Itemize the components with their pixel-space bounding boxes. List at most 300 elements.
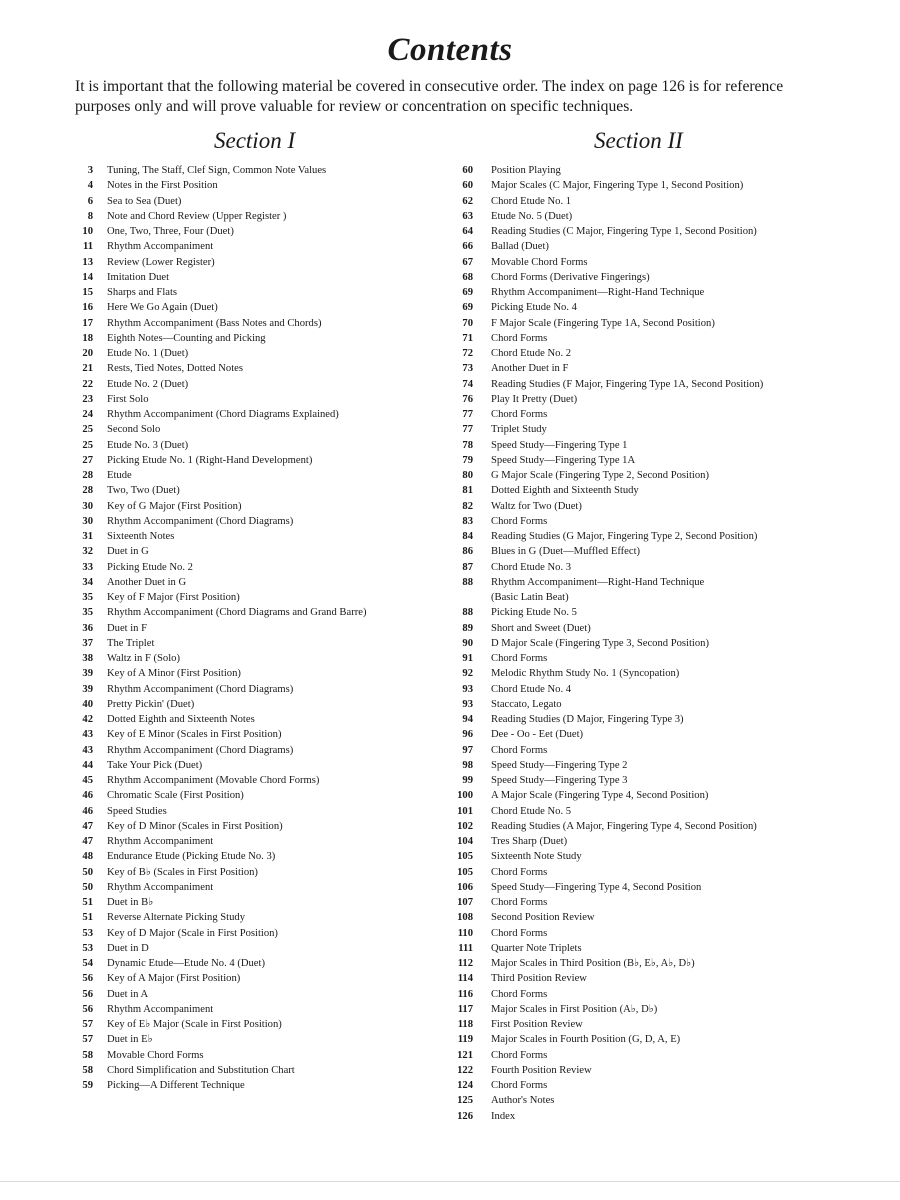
toc-entry — [448, 377, 848, 392]
toc-entry — [75, 316, 445, 331]
toc-entry-title: Blues in G (Duet—Muffled Effect) — [491, 546, 641, 558]
toc-entry-title: Chord Etude No. 4 — [491, 683, 572, 695]
toc-page-number: 94 — [462, 714, 473, 725]
toc-entry — [75, 1048, 445, 1063]
toc-entry-title: Duet in B♭ — [107, 897, 154, 908]
toc-entry-title: F Major Scale (Fingering Type 1A, Second Position) — [491, 317, 715, 329]
toc-entry — [448, 209, 848, 224]
toc-page-number: 25 — [82, 439, 93, 451]
toc-page-number: 105 — [457, 866, 473, 878]
toc-page-number: 114 — [457, 973, 473, 985]
toc-page-number: 40 — [82, 698, 93, 710]
toc-entry-title: Another Duet in G — [107, 576, 187, 588]
toc-page-number — [448, 590, 473, 605]
toc-entry-title: Etude No. 2 (Duet) — [107, 378, 189, 390]
toc-entry-title: Chord Etude No. 5 — [491, 805, 572, 817]
toc-entry — [75, 727, 445, 742]
toc-page-number: 44 — [82, 759, 93, 771]
toc-entry-title: Etude No. 3 (Duet) — [107, 439, 189, 451]
toc-entry — [448, 605, 848, 620]
toc-entry-title: Second Position Review — [491, 912, 595, 924]
toc-entry — [448, 865, 848, 880]
toc-page-number: 45 — [82, 775, 93, 786]
toc-page-number: 84 — [462, 531, 473, 542]
toc-entry-title: Rhythm Accompaniment (Chord Diagrams) — [107, 683, 294, 695]
toc-entry-title: Reverse Alternate Picking Study — [107, 912, 245, 924]
toc-entry — [75, 849, 445, 864]
toc-entry — [75, 1063, 445, 1078]
toc-entry — [75, 377, 445, 392]
toc-page-number: 101 — [457, 805, 473, 817]
toc-entry-title: Two, Two (Duet) — [107, 485, 180, 497]
toc-entry — [448, 910, 848, 925]
toc-page-number: 6 — [87, 195, 93, 207]
toc-entry-title: Key of D Minor (Scales in First Position) — [107, 820, 283, 832]
toc-entry — [448, 438, 848, 453]
toc-entry-title: Note and Chord Review (Upper Register ) — [107, 210, 287, 222]
toc-page-number: 56 — [82, 1003, 93, 1015]
toc-page-number: 63 — [462, 210, 473, 222]
toc-entry — [75, 239, 445, 254]
toc-entry-title: Key of A Minor (First Position) — [107, 668, 241, 680]
toc-entry-title: Movable Chord Forms — [491, 256, 588, 268]
toc-entry — [75, 422, 445, 437]
toc-entry-title: Sixteenth Notes — [107, 531, 175, 542]
toc-entry-title: Picking Etude No. 5 — [491, 607, 577, 619]
toc-page-number: 48 — [82, 851, 93, 863]
toc-entry-title: Sharps and Flats — [107, 287, 178, 298]
toc-page-number: 30 — [82, 515, 93, 527]
toc-page-number: 39 — [82, 683, 93, 695]
toc-entry-title: Play It Pretty (Duet) — [491, 393, 578, 405]
toc-entry — [75, 971, 445, 986]
toc-entry — [448, 1109, 848, 1124]
toc-page-number: 105 — [457, 851, 473, 863]
toc-entry-title: Second Solo — [107, 424, 161, 436]
toc-entry — [75, 621, 445, 636]
toc-page-number: 100 — [457, 790, 473, 802]
toc-entry — [448, 392, 848, 407]
toc-page-number: 69 — [462, 287, 473, 298]
toc-entry-title: Chord Forms — [491, 653, 548, 664]
toc-entry — [75, 880, 445, 895]
toc-entry-title: Melodic Rhythm Study No. 1 (Syncopation) — [491, 668, 680, 680]
toc-entry-title: Key of E Minor (Scales in First Position) — [107, 729, 282, 741]
toc-page-number: 33 — [82, 561, 93, 573]
toc-entry — [75, 300, 445, 315]
toc-page-number: 59 — [82, 1080, 93, 1091]
toc-entry-title: Rhythm Accompaniment (Chord Diagrams and Grand Barre) — [107, 607, 367, 619]
toc-page-number: 86 — [462, 546, 473, 558]
toc-page-number: 89 — [462, 622, 473, 634]
toc-entry — [75, 743, 445, 758]
toc-page-number: 64 — [462, 226, 473, 237]
toc-entry — [75, 651, 445, 666]
toc-entry-title: Staccato, Legato — [491, 698, 562, 710]
toc-entry-title: Rhythm Accompaniment (Bass Notes and Chords) — [107, 317, 322, 329]
toc-entry — [75, 1078, 445, 1093]
toc-entry-title: Rhythm Accompaniment — [107, 1003, 214, 1015]
toc-entry-title: First Position Review — [491, 1019, 583, 1030]
toc-entry — [448, 422, 848, 437]
toc-entry-title: Rhythm Accompaniment — [107, 881, 214, 893]
toc-page-number: 68 — [462, 271, 473, 283]
toc-page-number: 111 — [458, 942, 473, 954]
toc-page-number: 39 — [82, 668, 93, 680]
toc-entry — [75, 926, 445, 941]
toc-entry — [75, 224, 445, 239]
toc-page-number: 28 — [82, 470, 93, 481]
section-1-list — [75, 163, 445, 1093]
toc-entry-title: Speed Study—Fingering Type 2 — [491, 759, 628, 771]
toc-page-number: 10 — [82, 226, 93, 237]
toc-page-number: 93 — [462, 683, 473, 695]
toc-page-number: 93 — [462, 698, 473, 710]
toc-page-number: 74 — [462, 378, 473, 390]
toc-page-number: 46 — [82, 790, 93, 802]
toc-entry — [75, 834, 445, 849]
toc-page-number: 57 — [82, 1034, 93, 1046]
toc-entry — [448, 743, 848, 758]
toc-entry-title: Chord Forms — [491, 897, 548, 908]
toc-entry — [448, 560, 848, 575]
toc-page-number: 24 — [82, 409, 93, 420]
toc-entry-title: Chord Forms — [491, 988, 548, 1000]
toc-entry-title: Tres Sharp (Duet) — [491, 836, 568, 847]
toc-page-number: 50 — [82, 881, 93, 893]
toc-entry — [448, 1093, 848, 1108]
toc-entry — [448, 956, 848, 971]
toc-entry — [75, 697, 445, 712]
toc-page-number: 60 — [462, 165, 473, 176]
toc-entry-title: Key of G Major (First Position) — [107, 500, 242, 512]
toc-entry-title: Chord Forms — [491, 927, 548, 939]
toc-entry — [75, 194, 445, 209]
toc-page-number: 58 — [82, 1049, 93, 1061]
toc-entry-title: Key of E♭ Major (Scale in First Position) — [107, 1019, 282, 1030]
toc-entry — [75, 178, 445, 193]
toc-entry-title: Eighth Notes—Counting and Picking — [107, 332, 266, 344]
toc-page-number: 37 — [82, 637, 93, 649]
toc-entry-title: Chord Forms — [491, 332, 548, 344]
toc-page-number: 90 — [462, 637, 473, 649]
toc-entry-title: Chord Forms — [491, 866, 548, 878]
toc-entry — [448, 621, 848, 636]
toc-entry-title: Chord Etude No. 3 — [491, 561, 572, 573]
toc-page-number: 119 — [457, 1034, 473, 1046]
toc-page-number: 110 — [457, 927, 473, 939]
toc-page-number: 14 — [82, 271, 93, 283]
toc-entry — [448, 514, 848, 529]
toc-page-number: 60 — [462, 180, 473, 192]
toc-entry — [75, 468, 445, 483]
toc-entry — [75, 666, 445, 681]
toc-page-number: 47 — [82, 836, 93, 847]
toc-page-number: 11 — [82, 241, 93, 253]
toc-entry-title: First Solo — [107, 393, 149, 405]
toc-entry-title: Dotted Eighth and Sixteenth Notes — [107, 714, 255, 725]
toc-page-number: 99 — [462, 775, 473, 786]
toc-entry-title: One, Two, Three, Four (Duet) — [107, 226, 234, 237]
toc-entry-title: Endurance Etude (Picking Etude No. 3) — [107, 851, 276, 863]
toc-entry-title: Quarter Note Triplets — [491, 942, 582, 954]
toc-entry — [448, 239, 848, 254]
toc-entry-title: Rhythm Accompaniment (Chord Diagrams Explained) — [107, 409, 339, 420]
section-2-heading: Section II — [594, 128, 683, 153]
toc-entry-title: Duet in A — [107, 988, 149, 1000]
toc-entry — [75, 773, 445, 788]
toc-entry — [448, 1002, 848, 1017]
toc-entry-title: Chromatic Scale (First Position) — [107, 790, 244, 802]
toc-entry — [448, 1017, 848, 1032]
toc-page-number: 77 — [462, 424, 473, 436]
toc-page-number: 121 — [457, 1049, 473, 1061]
toc-page-number: 25 — [82, 424, 93, 436]
toc-entry-title: Reading Studies (G Major, Fingering Type 2, Second Position) — [491, 531, 758, 542]
toc-page-number: 92 — [462, 668, 473, 680]
toc-page-number: 43 — [82, 744, 93, 756]
toc-page-number: 32 — [82, 546, 93, 558]
toc-page-number: 56 — [82, 988, 93, 1000]
toc-entry — [75, 575, 445, 590]
toc-entry — [75, 209, 445, 224]
toc-page-number: 87 — [462, 561, 473, 573]
toc-page-number: 18 — [82, 332, 93, 344]
toc-entry — [448, 575, 848, 590]
toc-entry-title: Movable Chord Forms — [107, 1049, 204, 1061]
toc-page-number: 50 — [82, 866, 93, 878]
toc-page-number: 72 — [462, 348, 473, 359]
toc-entry — [448, 468, 848, 483]
toc-entry — [448, 895, 848, 910]
toc-entry-title: Waltz for Two (Duet) — [491, 500, 582, 512]
toc-entry — [448, 1063, 848, 1078]
toc-entry — [75, 1002, 445, 1017]
toc-entry-title: Ballad (Duet) — [491, 241, 549, 253]
toc-page-number: 73 — [462, 363, 473, 375]
toc-entry — [448, 636, 848, 651]
toc-entry — [75, 499, 445, 514]
toc-entry — [448, 163, 848, 178]
toc-entry-title: Picking Etude No. 4 — [491, 302, 577, 314]
toc-entry — [75, 865, 445, 880]
toc-entry-title: A Major Scale (Fingering Type 4, Second Position) — [491, 790, 709, 802]
toc-entry — [75, 636, 445, 651]
toc-entry-title: Reading Studies (F Major, Fingering Type 1A, Second Position) — [491, 378, 764, 390]
toc-page-number: 124 — [457, 1080, 473, 1091]
toc-entry-title: (Basic Latin Beat) — [491, 592, 569, 603]
toc-entry — [75, 514, 445, 529]
toc-entry — [75, 712, 445, 727]
toc-entry — [75, 453, 445, 468]
toc-page-number: 107 — [457, 897, 473, 908]
toc-page-number: 42 — [82, 714, 93, 725]
toc-page-number: 106 — [457, 881, 473, 893]
toc-entry — [448, 712, 848, 727]
toc-page-number: 78 — [462, 439, 473, 451]
toc-entry-title: Speed Study—Fingering Type 1 — [491, 439, 628, 451]
toc-entry — [448, 1078, 848, 1093]
section-1-heading: Section I — [214, 128, 296, 153]
toc-page-number: 15 — [82, 287, 93, 298]
toc-entry-title: Etude — [107, 470, 132, 481]
toc-page-number: 112 — [457, 958, 473, 969]
toc-page-number: 35 — [82, 592, 93, 603]
toc-entry-title: Third Position Review — [491, 973, 587, 985]
toc-entry-title: G Major Scale (Fingering Type 2, Second Position) — [491, 470, 709, 481]
toc-entry-title: Rhythm Accompaniment (Movable Chord Forms) — [107, 775, 320, 786]
toc-page-number: 51 — [82, 912, 93, 924]
toc-page-number: 66 — [462, 241, 473, 253]
toc-page-number: 82 — [462, 500, 473, 512]
toc-entry-title: Imitation Duet — [107, 271, 170, 283]
toc-page-number: 47 — [82, 820, 93, 832]
toc-page-number: 83 — [462, 515, 473, 527]
toc-page-number: 116 — [457, 988, 473, 1000]
toc-page-number: 56 — [82, 973, 93, 985]
toc-page-number: 23 — [82, 393, 93, 405]
toc-entry — [448, 926, 848, 941]
toc-entry — [448, 987, 848, 1002]
toc-entry-title: Index — [491, 1110, 516, 1122]
toc-page-number: 97 — [462, 744, 473, 756]
toc-entry-title: Duet in E♭ — [107, 1034, 153, 1046]
toc-page-number: 126 — [457, 1110, 473, 1122]
toc-page-number: 54 — [82, 958, 93, 969]
toc-entry-title: Here We Go Again (Duet) — [107, 302, 218, 314]
toc-entry — [448, 773, 848, 788]
toc-page-number: 71 — [462, 332, 473, 344]
toc-entry-title: Key of D Major (Scale in First Position) — [107, 927, 278, 939]
toc-entry-title: Triplet Study — [491, 424, 547, 436]
toc-page-number: 79 — [462, 454, 473, 466]
toc-entry — [75, 255, 445, 270]
toc-entry — [448, 1032, 848, 1047]
toc-entry-title: The Triplet — [107, 637, 155, 649]
toc-entry — [75, 529, 445, 544]
toc-page-number: 125 — [457, 1095, 473, 1107]
toc-entry-title: Author's Notes — [491, 1095, 555, 1107]
toc-entry — [448, 788, 848, 803]
toc-entry — [448, 224, 848, 239]
toc-entry-title: Duet in G — [107, 546, 149, 558]
toc-entry — [75, 361, 445, 376]
toc-page-number: 30 — [82, 500, 93, 512]
toc-entry — [75, 682, 445, 697]
toc-entry — [448, 529, 848, 544]
toc-page-number: 20 — [82, 348, 93, 359]
toc-entry-title: Dotted Eighth and Sixteenth Study — [491, 485, 639, 497]
toc-entry-title: Chord Etude No. 2 — [491, 348, 572, 359]
toc-page-number: 51 — [82, 897, 93, 908]
toc-entry-title: Review (Lower Register) — [107, 256, 215, 268]
page-title: Contents — [387, 32, 513, 68]
toc-entry — [75, 590, 445, 605]
toc-entry-title: Notes in the First Position — [107, 180, 218, 192]
toc-entry-title: Speed Study—Fingering Type 1A — [491, 454, 636, 466]
toc-entry — [448, 178, 848, 193]
toc-entry — [75, 788, 445, 803]
toc-entry — [448, 331, 848, 346]
toc-entry — [75, 331, 445, 346]
toc-entry-title: Picking Etude No. 2 — [107, 561, 193, 573]
toc-page-number: 80 — [462, 470, 473, 481]
toc-page-number: 53 — [82, 927, 93, 939]
toc-entry-title: Chord Forms — [491, 515, 548, 527]
toc-entry-title: Speed Studies — [107, 805, 167, 817]
toc-entry — [75, 1032, 445, 1047]
toc-entry — [75, 758, 445, 773]
toc-page-number: 98 — [462, 759, 473, 771]
toc-entry-title: Rhythm Accompaniment — [107, 241, 214, 253]
toc-page-number: 108 — [457, 912, 473, 924]
toc-entry-title: Reading Studies (D Major, Fingering Type 3) — [491, 714, 684, 725]
toc-entry — [75, 819, 445, 834]
toc-page-number: 77 — [462, 409, 473, 420]
toc-entry — [448, 682, 848, 697]
toc-entry — [448, 194, 848, 209]
toc-page-number: 104 — [457, 836, 473, 847]
toc-page-number: 53 — [82, 942, 93, 954]
toc-entry-title: Key of A Major (First Position) — [107, 973, 241, 985]
toc-entry-title: Duet in F — [107, 622, 148, 634]
toc-page-number: 58 — [82, 1064, 93, 1076]
toc-entry — [448, 697, 848, 712]
toc-entry — [75, 987, 445, 1002]
toc-entry — [448, 346, 848, 361]
toc-entry-title: Dee - Oo - Eet (Duet) — [491, 729, 584, 741]
toc-page-number: 70 — [462, 317, 473, 329]
toc-page-number: 21 — [82, 363, 93, 375]
toc-page-number: 117 — [457, 1003, 473, 1015]
toc-page-number: 17 — [82, 317, 93, 329]
toc-page-number: 96 — [462, 729, 473, 741]
toc-page-number: 27 — [82, 454, 93, 466]
toc-page-number: 4 — [87, 180, 93, 192]
toc-entry-title: Rests, Tied Notes, Dotted Notes — [107, 363, 243, 375]
toc-entry-title: Reading Studies (A Major, Fingering Type 4, Second Position) — [491, 820, 757, 832]
toc-entry-title: Rhythm Accompaniment—Right-Hand Technique — [491, 287, 705, 298]
toc-entry — [448, 544, 848, 559]
toc-entry-title: Sixteenth Note Study — [491, 851, 582, 863]
toc-entry-title: Etude No. 5 (Duet) — [491, 210, 573, 222]
toc-page-number: 22 — [82, 378, 93, 390]
toc-entry — [448, 483, 848, 498]
toc-entry — [448, 361, 848, 376]
toc-entry — [75, 941, 445, 956]
toc-entry — [75, 392, 445, 407]
toc-entry — [448, 941, 848, 956]
page-bottom-rule — [0, 1181, 900, 1182]
toc-entry — [75, 346, 445, 361]
section-2-list — [448, 163, 848, 1124]
toc-entry-title: Chord Forms (Derivative Fingerings) — [491, 271, 650, 283]
toc-page-number: 118 — [457, 1019, 473, 1030]
toc-entry-title: Short and Sweet (Duet) — [491, 622, 591, 634]
toc-entry — [448, 316, 848, 331]
toc-page-number: 38 — [82, 653, 93, 664]
toc-page-number: 46 — [82, 805, 93, 817]
toc-entry — [75, 956, 445, 971]
toc-entry — [75, 895, 445, 910]
toc-entry-title: Speed Study—Fingering Type 4, Second Position — [491, 881, 702, 893]
toc-entry-title: Rhythm Accompaniment — [107, 836, 214, 847]
toc-entry — [75, 544, 445, 559]
toc-entry-title: Key of B♭ (Scales in First Position) — [107, 866, 258, 878]
toc-entry — [448, 819, 848, 834]
toc-page-number: 62 — [462, 195, 473, 207]
toc-entry — [75, 804, 445, 819]
